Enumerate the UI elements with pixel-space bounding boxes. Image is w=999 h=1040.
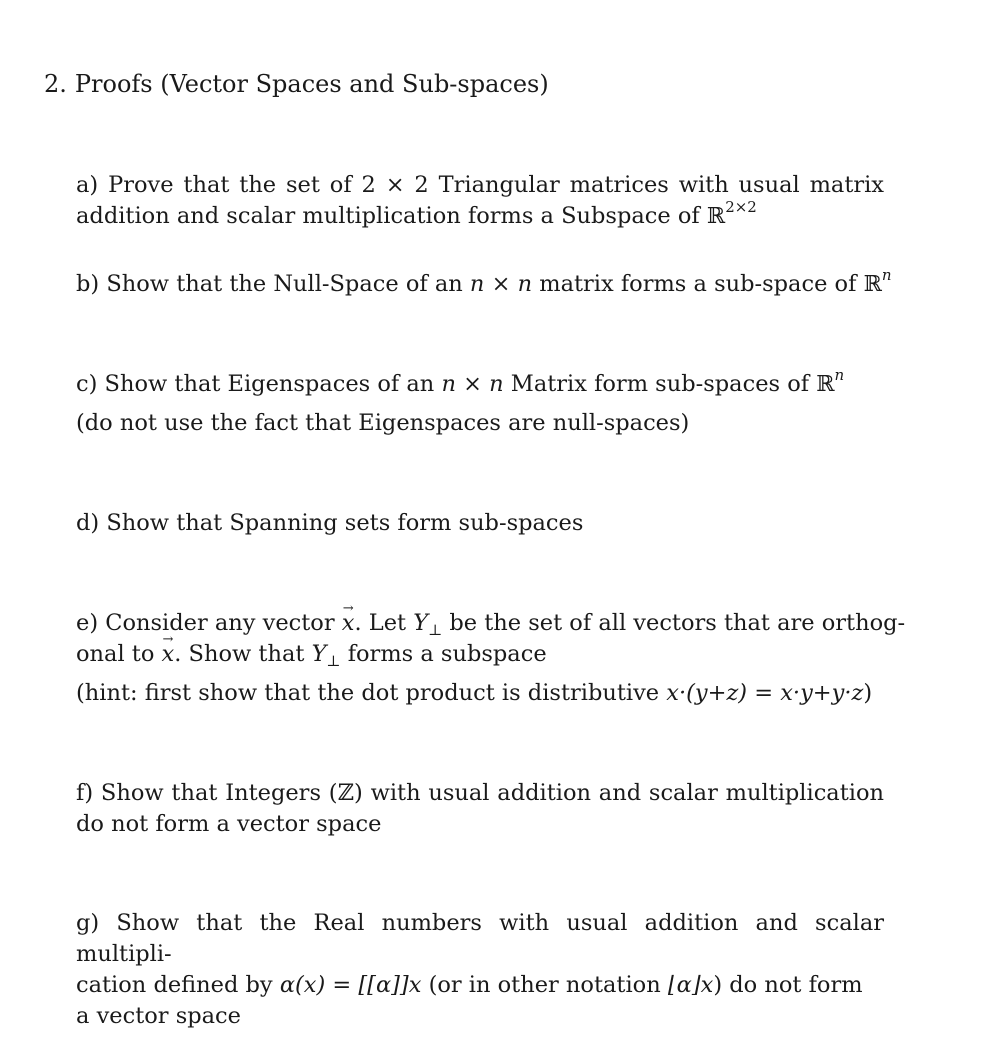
vector-x: → x — [162, 639, 175, 670]
real-space-symbol: ℝ — [706, 204, 726, 229]
section-title: Proofs (Vector Spaces and Sub-spaces) — [74, 70, 549, 98]
problem-g-text-3: (or in other notation — [428, 972, 661, 998]
problem-c-text-2: Matrix form sub-spaces of — [510, 371, 810, 397]
problem-g-line-3: a vector space — [76, 1003, 241, 1029]
problem-e-line-1 — [76, 608, 906, 639]
problem-c-line-2: (do not use the fact that Eigenspaces are null-spaces) — [76, 410, 690, 436]
problem-c-label: c) — [76, 371, 98, 397]
real-space-symbol: ℝ — [863, 272, 882, 297]
problem-g-line-2 — [76, 970, 884, 1001]
problem-f-line-2: do not form a vector space — [76, 811, 382, 837]
problem-a-text-2: addition and scalar multiplication forms a Subspace of — [76, 203, 700, 229]
problem-c — [76, 366, 884, 439]
problem-g — [76, 908, 884, 1032]
math-n: n — [469, 271, 485, 297]
problem-b-text-1: Show that the Null-Space of an — [106, 271, 463, 297]
problem-b-label: b) — [76, 271, 100, 297]
problem-e-text-6: forms a subspace — [347, 641, 547, 667]
times-symbol: × — [463, 371, 482, 397]
problem-e-hint — [76, 678, 884, 709]
problem-g-text-4: ) do not form — [713, 972, 863, 998]
problem-e-text-1: Consider any vector — [105, 610, 335, 636]
problem-f-line-1 — [76, 778, 884, 809]
problem-e-hint-end: ) — [863, 680, 873, 706]
problem-e-line-2 — [76, 639, 884, 670]
problem-g-line-1 — [76, 908, 884, 970]
problem-d-text: Show that Spanning sets form sub-spaces — [106, 510, 584, 536]
problem-c-line-1 — [76, 366, 884, 400]
problem-g-text-1: Show that the Real numbers with usual addition and scalar multipli- — [76, 910, 884, 967]
problem-c-text-1: Show that Eigenspaces of an — [104, 371, 435, 397]
problem-a-line-1 — [76, 170, 884, 201]
problem-e-text-4: onal to — [76, 641, 155, 667]
problem-f-label: f) — [76, 780, 94, 806]
math-y: Y — [413, 610, 429, 636]
problem-d — [76, 508, 884, 539]
real-space-symbol: ℝ — [816, 372, 835, 397]
problem-g-text-2: cation defined by — [76, 972, 273, 998]
problem-a-text-1: Prove that the set of 2 × 2 Triangular matrices with usual matrix — [108, 172, 884, 198]
problem-a — [76, 170, 884, 232]
problem-f-text-1: Show that Integers (ℤ) with usual addition and scalar multiplication — [100, 780, 884, 806]
real-space-exponent: 2×2 — [725, 198, 757, 216]
real-space-exponent: n — [834, 366, 845, 384]
problem-e-text-2: . Let — [354, 610, 407, 636]
section-heading — [44, 68, 549, 100]
problem-b — [76, 266, 892, 300]
problem-f — [76, 778, 884, 840]
math-y: Y — [311, 641, 327, 667]
problem-g-label: g) — [76, 910, 100, 936]
perp-symbol: ⊥ — [428, 621, 443, 639]
problem-e — [76, 608, 906, 709]
real-space-exponent: n — [881, 266, 892, 284]
problem-b-line-1 — [76, 266, 892, 300]
alpha-definition: α(x) = [[α]]x — [279, 972, 422, 998]
problem-d-line-1 — [76, 508, 884, 539]
problem-e-hint-text: (hint: first show that the dot product is distributive — [76, 680, 660, 706]
problem-e-text-5: . Show that — [174, 641, 305, 667]
problem-a-label: a) — [76, 172, 99, 198]
perp-symbol: ⊥ — [326, 652, 341, 670]
problem-b-text-2: matrix forms a sub-space of — [539, 271, 857, 297]
math-n: n — [441, 371, 456, 397]
vector-x: → x — [342, 608, 355, 639]
floor-notation: ⌊α⌋x — [667, 972, 714, 998]
problem-e-text-3: be the set of all vectors that are orthog- — [449, 610, 906, 636]
problem-e-label: e) — [76, 610, 99, 636]
math-n: n — [517, 271, 533, 297]
times-symbol: × — [491, 271, 511, 297]
math-n: n — [489, 371, 504, 397]
problem-d-label: d) — [76, 510, 100, 536]
problem-a-line-2 — [76, 198, 884, 232]
distributive-formula: x·(y+z) = x·y+y·z — [666, 680, 864, 706]
section-number: 2. — [44, 70, 67, 98]
